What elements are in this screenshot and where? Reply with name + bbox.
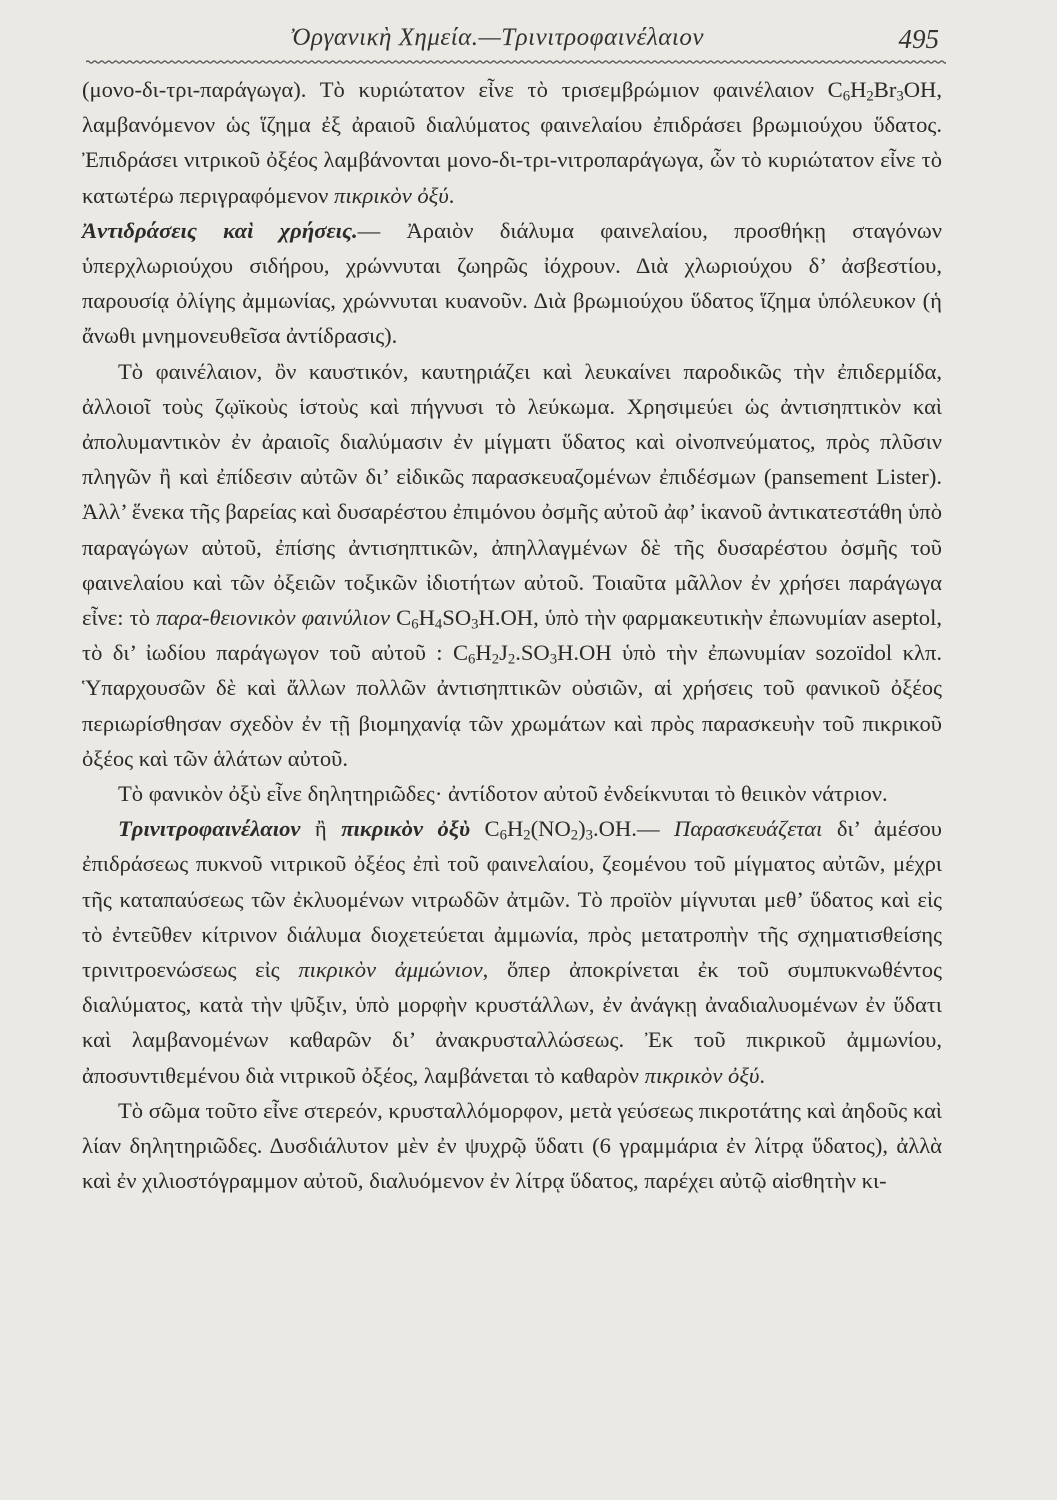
text-run: (μονο-δι-τρι-παράγωγα). Τὸ κυριώτατον εἶνε τὸ τρισεμβρώμιον φαινέλαιον C [82,77,843,102]
text-run: SO [442,605,472,631]
text-run: δι’ ἀμέσου ἐπιδράσεως πυκνοῦ νιτρικοῦ ὀξέος ἐπὶ τοῦ φαινελαίου, ζεομένου τοῦ μίγματος αὐτῶν, μέχρι τῆς καταπαύσεως τῶν ἐκλυομένων νιτρωδῶν ἀτμῶν. Τὸ προϊὸν μίγνυται μεθ’ ὕδατος καὶ εἰς τὸ ἐντεῦθεν κίτρινον διάλυμα διοχετεύεται ἀμμωνία, πρὸς μετατροπὴν τῆς σχηματισθείσης τρινιτροενώσεως εἰς [82,816,942,983]
italic-term: πικρικὸν ὀξύ [334,182,449,208]
subscript: 2 [491,651,500,668]
text-run: . [448,182,455,208]
text-run: J [499,640,508,666]
page-header [0,10,1057,54]
subscript: 6 [411,616,419,633]
text-run: .OH.— [593,816,675,842]
text-run: H [475,640,492,666]
body-text [82,72,942,1199]
paragraph [82,1093,942,1199]
text-run: C [470,816,500,842]
text-run: H.OH, ὑπὸ τὴν φαρμακευτικὴν ἐπωνυμίαν aseptol, τὸ δι’ ἰωδίου παράγωγον τοῦ αὐτοῦ : C [82,605,942,666]
italic-term: πικρικὸν ἀμμώνιον [298,957,483,983]
text-run: H [850,77,867,102]
text-run: — Ἀραιὸν διάλυμα φαινελαίου, προσθήκῃ σταγόνων ὑπερχλωριούχου σιδήρου, χρώννυται ζωηρῶς ἰόχρουν. Διὰ χλωριούχου δ’ ἀσβεστίου, παρουσίᾳ ὀλίγης ἀμμωνίας, χρώννυται κυανοῦν. Διὰ βρωμιούχου ὕδατος ἵζημα ὑπόλευκον (ἡ ἄνωθι μνημονευθεῖσα ἀντίδρασις). [82,217,942,349]
bold-italic-term: πικρικὸν ὀξὺ [341,816,471,842]
paragraph [82,776,942,811]
text-run: Br [873,77,897,102]
subscript: 6 [842,88,851,105]
subscript: 3 [549,651,558,668]
subscript: 3 [896,88,904,105]
text-run: H [418,605,435,631]
text-run: ἢ [300,816,342,842]
italic-term: Παρασκευάζεται [674,816,823,842]
text-run: H [506,816,524,842]
subscript: 2 [866,88,874,105]
text-run: ) [578,816,586,842]
text-run: .SO [515,640,550,666]
subscript: 3 [471,616,479,633]
text-run: (NO [530,816,571,842]
subscript: 6 [468,651,476,668]
header-wavy-rule [86,56,946,68]
running-title: Ὀργανικὴ Χημεία.—Τρινιτροφαινέλαιον [290,24,704,51]
subscript: 6 [499,827,507,844]
italic-term: πικρικὸν ὀξύ [644,1062,760,1088]
subscript: 4 [434,616,443,633]
subscript: 2 [507,651,516,668]
text-run: Τὸ φανικὸν ὀξὺ εἶνε δηλητηριῶδες· ἀντίδοτον αὐτοῦ ἐνδείκνυται τὸ θειικὸν νάτριον. [118,781,888,807]
text-run: . [759,1062,766,1088]
paragraph [82,213,942,354]
subscript: 3 [585,827,594,844]
text-run: H.OH ὑπὸ τὴν ἐπωνυμίαν sozoïdol κλπ. Ὑπαρχουσῶν δὲ καὶ ἄλλων πολλῶν ἀντισηπτικῶν οὐσιῶν, αἱ χρήσεις τοῦ φανικοῦ ὀξέος περιωρίσθησαν σχεδὸν ἐν τῇ βιομηχανίᾳ τῶν χρωμάτων καὶ πρὸς παρασκευὴν τοῦ πικρικοῦ ὀξέος καὶ τῶν ἁλάτων αὐτοῦ. [82,640,942,771]
text-run: Τὸ σῶμα τοῦτο εἶνε στερεόν, κρυσταλλόμορφον, μετὰ γεύσεως πικροτάτης καὶ ἀηδοῦς καὶ λίαν δηλητηριῶδες. Δυσδιάλυτον μὲν ἐν ψυχρῷ ὕδατι (6 γραμμάρια ἐν λίτρᾳ ὕδατος), ἀλλὰ καὶ ἐν χιλιοστόγραμμον αὐτοῦ, διαλυόμενον ἐν λίτρᾳ ὕδατος, παρέχει αὐτῷ αἰσθητὴν κι- [82,1097,942,1194]
subscript: 2 [570,827,579,844]
text-run: , ὅπερ ἀποκρίνεται ἐκ τοῦ συμπυκνωθέντος διαλύματος, κατὰ τὴν ψῦξιν, ὑπὸ μορφὴν κρυστάλλων, ἐν ἀνάγκῃ ἀναδιαλυομένων ἐν ὕδατι καὶ λαμβανομένων καθαρῶν δι’ ἀνακρυσταλλώσεως. Ἐκ τοῦ πικρικοῦ ἀμμωνίου, ἀποσυντιθεμένου διὰ νιτρικοῦ ὀξέος, λαμβάνεται τὸ καθαρὸν [82,957,942,1088]
bold-italic-term: Τρινιτροφαινέλαιον [118,816,301,842]
text-run: C [390,605,412,631]
bold-italic-term: Ἀντιδράσεις καὶ χρήσεις. [82,217,358,243]
subscript: 2 [523,827,531,844]
paragraph [82,811,942,1093]
text-run: OH, λαμβανόμενον ὡς ἵζημα ἐξ ἀραιοῦ διαλύματος φαινελαίου ἐπιδράσει βρωμιούχου ὕδατος. Ἐπιδράσει νιτρικοῦ ὀξέος λαμβάνονται μονο-δι-τρι-νιτροπαράγωγα, ὧν τὸ κυριώτατον εἶνε τὸ κατωτέρω περιγραφόμενον [82,77,942,208]
italic-term: παρα-θειονικὸν φαινύλιον [156,605,391,631]
page-number: 495 [898,24,939,54]
paragraph [82,354,942,776]
text-run: Τὸ φαινέλαιον, ὂν καυστικόν, καυτηριάζει καὶ λευκαίνει παροδικῶς τὴν ἐπιδερμίδα, ἀλλοιοῖ τοὺς ζῳϊκοὺς ἱστοὺς καὶ πήγνυσι τὸ λεύκωμα. Χρησιμεύει ὡς ἀντισηπτικὸν καὶ ἀπολυμαντικὸν ἐν ἀραιοῖς διαλύμασιν ἐν μίγματι ὕδατος καὶ οἰνοπνεύματος, πρὸς πλῦσιν πληγῶν ἢ καὶ ἐπίδεσιν αὐτῶν δι’ εἰδικῶς παρασκευαζομένων ἐπιδέσμων (pansement Lister). Ἀλλ’ ἕνεκα τῆς βαρείας καὶ δυσαρέστου ἐπιμόνου ὀσμῆς αὐτοῦ ἀφ’ ἱκανοῦ ἀντικατεστάθη ὑπὸ παραγώγων αὐτοῦ, ἐπίσης ἀντισηπτικῶν, ἀπηλλαγμένων δὲ τῆς δυσαρέστου ὀσμῆς τοῦ φαινελαίου καὶ τῶν ὀξειῶν τοξικῶν ἰδιοτήτων αὐτοῦ. Τοιαῦτα μᾶλλον ἐν χρήσει παράγωγα εἶνε: τὸ [82,358,942,631]
paragraph [82,72,942,213]
